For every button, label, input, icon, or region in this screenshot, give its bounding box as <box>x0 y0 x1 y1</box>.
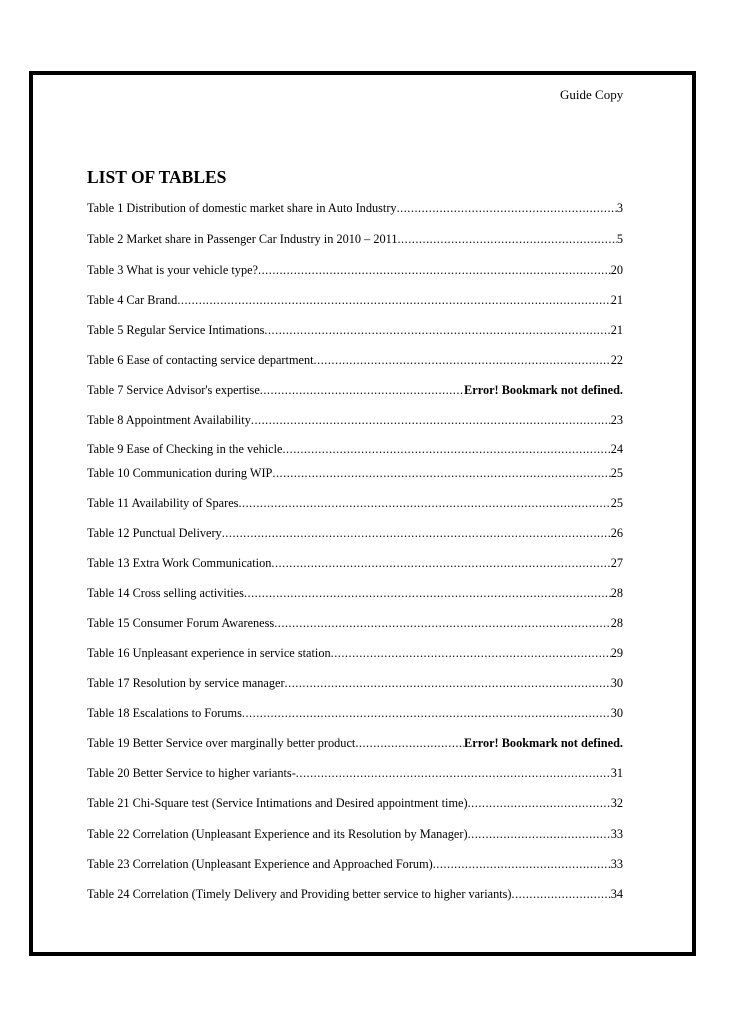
toc-entry-label: Table 5 Regular Service Intimations <box>87 323 265 337</box>
toc-entry-page: 20 <box>610 263 623 277</box>
toc-entry[interactable] <box>87 705 623 722</box>
toc-dot-leader <box>251 412 611 429</box>
toc-entry[interactable] <box>87 645 623 662</box>
toc-entry-label: Table 8 Appointment Availability <box>87 413 251 427</box>
toc-dot-leader <box>355 735 464 752</box>
toc-entry[interactable] <box>87 555 623 572</box>
toc-dot-leader <box>468 795 611 812</box>
toc-entry-page: 23 <box>610 413 623 427</box>
toc-entry-page: 33 <box>610 827 623 841</box>
toc-entry[interactable] <box>87 765 623 782</box>
page-title: LIST OF TABLES <box>87 167 227 187</box>
toc-entry-page: 28 <box>610 586 623 600</box>
toc-dot-leader <box>272 465 610 482</box>
toc-entry[interactable] <box>87 856 623 873</box>
toc-dot-leader <box>512 886 611 903</box>
toc-entry-page: 21 <box>610 293 623 307</box>
toc-entry[interactable] <box>87 525 623 542</box>
toc-entry-label: Table 14 Cross selling activities <box>87 586 244 600</box>
toc-entry-page: 21 <box>610 323 623 337</box>
toc-entry-label: Table 11 Availability of Spares <box>87 496 239 510</box>
toc-entry-page: 33 <box>610 857 623 871</box>
toc-entry-page: 30 <box>610 706 623 720</box>
toc-dot-leader <box>314 352 611 369</box>
toc-dot-leader <box>244 585 611 602</box>
toc-dot-leader <box>258 262 611 279</box>
toc-entry-label: Table 22 Correlation (Unpleasant Experience and its Resolution by Manager) <box>87 827 468 841</box>
toc-dot-leader <box>296 765 611 782</box>
toc-entry-page: 25 <box>610 466 623 480</box>
toc-entry[interactable] <box>87 615 623 632</box>
toc-dot-leader <box>282 441 610 458</box>
toc-entry-label: Table 12 Punctual Delivery <box>87 526 222 540</box>
toc-dot-leader <box>397 231 616 248</box>
toc-dot-leader <box>331 645 611 662</box>
toc-entry-label: Table 20 Better Service to higher variants- <box>87 766 296 780</box>
toc-entry[interactable] <box>87 826 623 843</box>
toc-entry-label: Table 16 Unpleasant experience in service station <box>87 646 331 660</box>
header-note: Guide Copy <box>560 87 624 102</box>
toc-entry-page: 24 <box>610 442 623 456</box>
toc-entry-label: Table 15 Consumer Forum Awareness <box>87 616 275 630</box>
toc-dot-leader <box>433 856 611 873</box>
toc-entry-label: Table 2 Market share in Passenger Car Industry in 2010 – 2011 <box>87 232 398 246</box>
toc-entry-page: 28 <box>610 616 623 630</box>
toc-dot-leader <box>285 675 611 692</box>
toc-entry-page: 26 <box>610 526 623 540</box>
toc-dot-leader <box>222 525 611 542</box>
toc-entry[interactable] <box>87 675 623 692</box>
toc-entry-label: Table 6 Ease of contacting service department <box>87 353 314 367</box>
toc-entry-page: 34 <box>610 887 623 901</box>
toc-entry-label: Table 13 Extra Work Communication <box>87 556 272 570</box>
toc-entry[interactable] <box>87 262 623 279</box>
toc-entry-label: Table 23 Correlation (Unpleasant Experience and Approached Forum) <box>87 857 433 871</box>
toc-entry[interactable] <box>87 735 623 752</box>
toc-dot-leader <box>397 200 617 217</box>
toc-entry[interactable] <box>87 465 623 482</box>
toc-entry-label: Table 10 Communication during WIP <box>87 466 273 480</box>
toc-entry-page: Error! Bookmark not defined. <box>464 383 623 397</box>
toc-entry-label: Table 4 Car Brand <box>87 293 178 307</box>
toc-entry-page: 22 <box>610 353 623 367</box>
toc-entry[interactable] <box>87 795 623 812</box>
toc-entry-page: 31 <box>610 766 623 780</box>
toc-entry-page: 5 <box>616 232 623 246</box>
toc-dot-leader <box>177 292 610 309</box>
toc-entry-label: Table 21 Chi-Square test (Service Intimations and Desired appointment time) <box>87 796 468 810</box>
toc-dot-leader <box>271 555 610 572</box>
toc-entry-page: 25 <box>610 496 623 510</box>
toc-entry[interactable] <box>87 231 623 248</box>
toc-entry-label: Table 19 Better Service over marginally better product <box>87 736 356 750</box>
toc-dot-leader <box>260 382 464 399</box>
toc-entry-label: Table 1 Distribution of domestic market share in Auto Industry <box>87 201 397 215</box>
toc-entry-page: 30 <box>610 676 623 690</box>
toc-entry[interactable] <box>87 352 623 369</box>
toc-entry-page: 32 <box>610 796 623 810</box>
toc-dot-leader <box>238 495 610 512</box>
toc-dot-leader <box>274 615 610 632</box>
toc-entry-label: Table 17 Resolution by service manager <box>87 676 285 690</box>
toc-entry-label: Table 24 Correlation (Timely Delivery and Providing better service to higher variants) <box>87 887 512 901</box>
toc-entry[interactable] <box>87 585 623 602</box>
toc-entry-page: 3 <box>616 201 623 215</box>
toc-entry-page: 29 <box>610 646 623 660</box>
toc-entry[interactable] <box>87 292 623 309</box>
toc-entry-label: Table 18 Escalations to Forums <box>87 706 242 720</box>
toc-entry-label: Table 3 What is your vehicle type? <box>87 263 259 277</box>
toc-entry[interactable] <box>87 382 623 399</box>
toc-entry-page: Error! Bookmark not defined. <box>464 736 623 750</box>
toc-entry-label: Table 9 Ease of Checking in the vehicle <box>87 442 283 456</box>
toc-dot-leader <box>264 322 610 339</box>
toc-entry[interactable] <box>87 886 623 903</box>
toc-entry[interactable] <box>87 200 623 217</box>
toc-dot-leader <box>468 826 611 843</box>
toc-entry-page: 27 <box>610 556 623 570</box>
toc-entry[interactable] <box>87 412 623 429</box>
toc-entry-label: Table 7 Service Advisor's expertise <box>87 383 260 397</box>
toc-dot-leader <box>242 705 611 722</box>
toc-entry[interactable] <box>87 495 623 512</box>
toc-entry[interactable] <box>87 441 623 458</box>
toc-entry[interactable] <box>87 322 623 339</box>
